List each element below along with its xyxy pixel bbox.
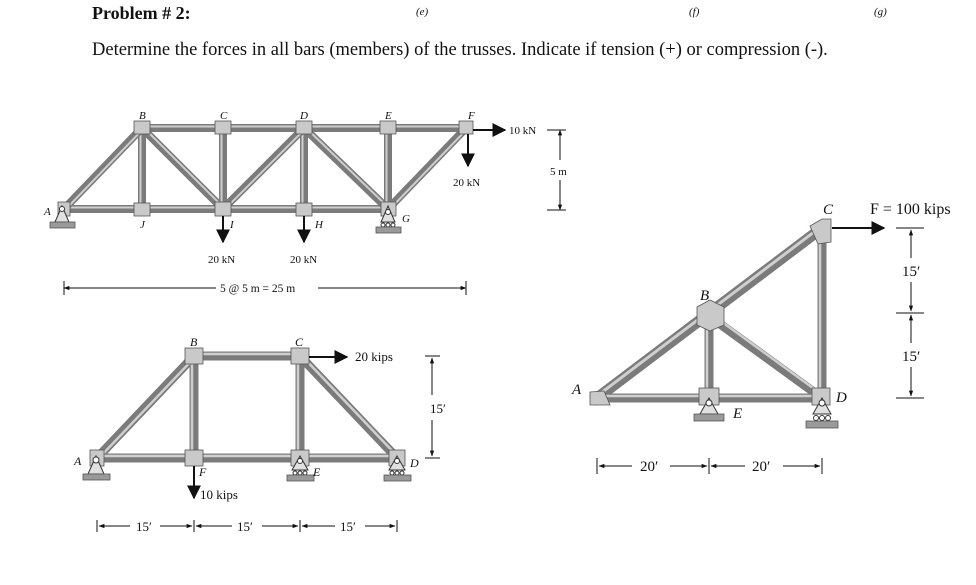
truss-g-span-dim-1: 20′ — [640, 459, 659, 475]
truss-e-load-f-vertical: 20 kN — [453, 177, 481, 189]
truss-e — [43, 110, 567, 295]
truss-e-node-i: I — [230, 219, 234, 231]
truss-f-dimensions — [97, 356, 446, 534]
truss-f-node-a: A — [74, 454, 82, 468]
truss-e-node-c: C — [220, 110, 228, 122]
part-label-f: (f) — [689, 6, 700, 18]
truss-e-node-e: E — [385, 110, 392, 122]
problem-title: Problem # 2: — [92, 3, 191, 23]
truss-e-members — [64, 127, 468, 210]
truss-e-node-j: J — [140, 219, 145, 231]
truss-g-load-c: F = 100 kips — [870, 201, 951, 218]
truss-g-node-e: E — [733, 406, 743, 422]
truss-g-node-d: D — [836, 390, 847, 406]
truss-f-node-b: B — [190, 335, 198, 349]
truss-e-load-i: 20 kN — [208, 254, 236, 266]
truss-f — [73, 335, 446, 534]
truss-g-loads — [832, 201, 951, 228]
truss-g-node-c: C — [823, 202, 834, 218]
truss-f-members — [97, 354, 399, 458]
truss-f-node-f: F — [199, 465, 207, 479]
truss-e-load-h: 20 kN — [290, 254, 318, 266]
truss-e-node-a: A — [44, 206, 51, 218]
truss-e-node-g: G — [402, 213, 410, 225]
truss-f-span-dim-2: 15′ — [237, 519, 253, 534]
truss-g-span-dim-2: 20′ — [752, 459, 771, 475]
truss-e-span-dim: 5 @ 5 m = 25 m — [220, 283, 296, 295]
truss-e-node-d: D — [300, 110, 308, 122]
truss-f-load-c: 20 kips — [355, 349, 393, 364]
truss-f-node-d: D — [410, 456, 419, 470]
truss-f-span-dim-3: 15′ — [340, 519, 356, 534]
truss-g-node-a: A — [572, 382, 582, 398]
truss-e-node-h: H — [315, 219, 323, 231]
truss-f-gussets — [90, 348, 405, 466]
part-label-g: (g) — [874, 6, 887, 18]
truss-g-node-b: B — [700, 288, 710, 304]
part-label-e: (e) — [416, 6, 429, 18]
problem-statement: Determine the forces in all bars (members) of the trusses. Indicate if tension (+) or compression (-). — [92, 40, 828, 60]
truss-e-node-b: B — [139, 110, 146, 122]
truss-f-height-dim: 15′ — [430, 401, 446, 416]
truss-e-height-dim: 5 m — [550, 166, 567, 178]
truss-e-load-f-horizontal: 10 kN — [509, 125, 537, 137]
truss-f-node-c: C — [295, 335, 304, 349]
truss-f-load-f: 10 kips — [200, 487, 238, 502]
truss-g-height-dim-1: 15′ — [902, 264, 921, 280]
truss-f-span-dim-1: 15′ — [136, 519, 152, 534]
truss-g — [571, 201, 951, 475]
truss-f-node-e: E — [313, 465, 321, 479]
truss-g-height-dim-2: 15′ — [902, 349, 921, 365]
truss-e-node-f: F — [468, 110, 475, 122]
